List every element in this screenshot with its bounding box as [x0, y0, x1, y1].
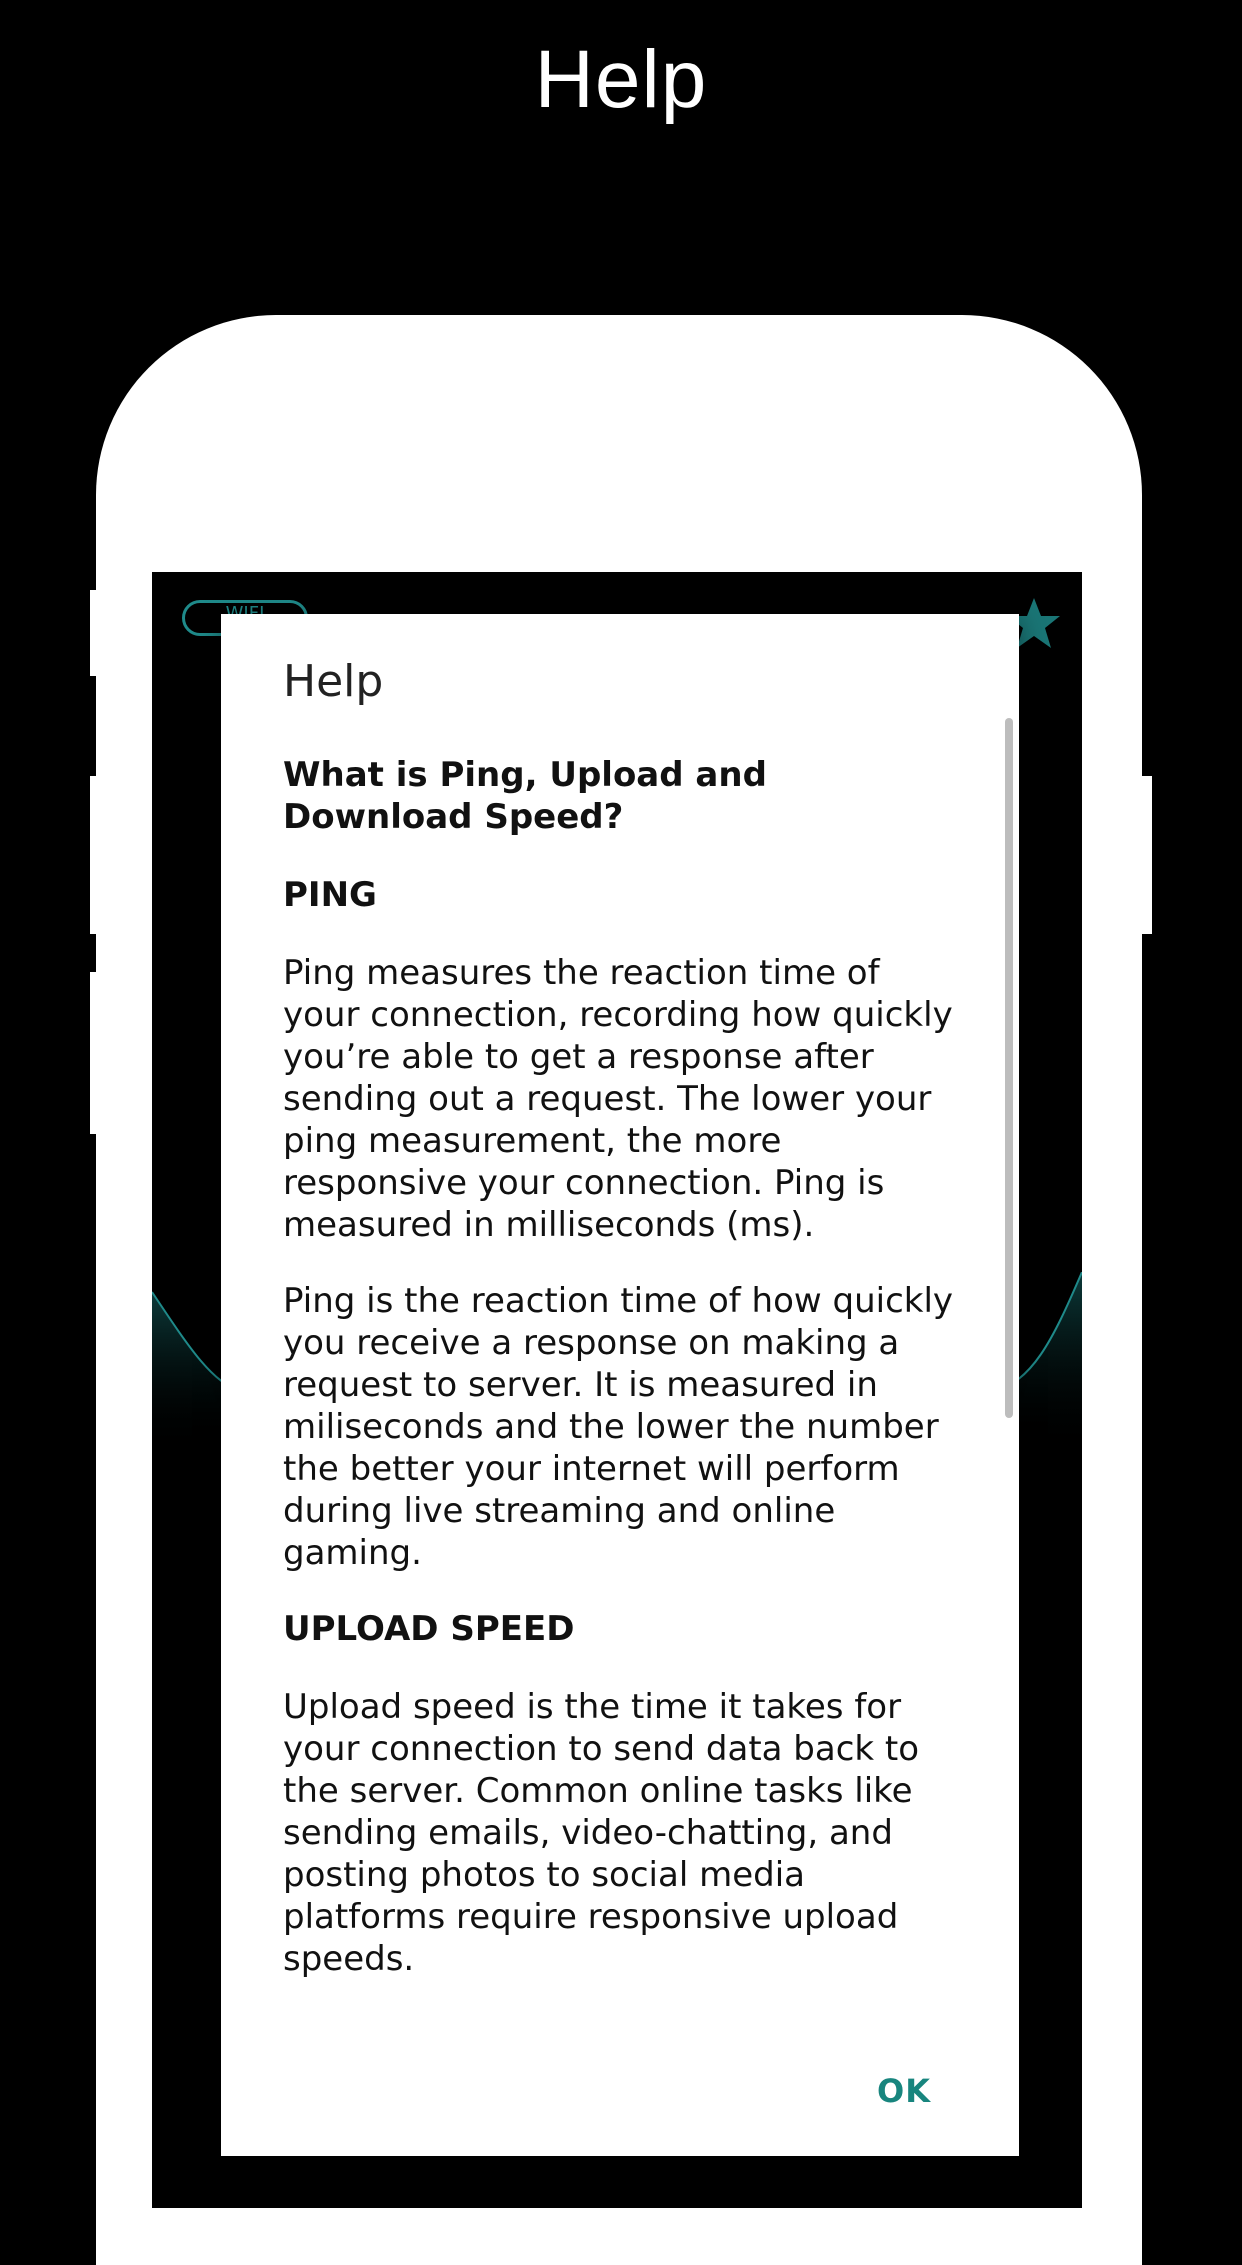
- question-heading: What is Ping, Upload and Download Speed?: [283, 755, 767, 837]
- ok-button[interactable]: OK: [877, 2072, 931, 2110]
- dialog-scrollbar[interactable]: [1005, 718, 1013, 1418]
- dialog-title: Help: [283, 656, 384, 707]
- ping-heading: PING: [283, 875, 377, 915]
- phone-side-button: [1142, 776, 1152, 934]
- upload-paragraph: Upload speed is the time it takes for your connection to send data back to the server. Common online tasks like sending emails, video-chatting, and posting photos to social media platforms require responsive upload speeds.: [283, 1687, 920, 1979]
- help-dialog: [221, 614, 1019, 2156]
- ping-paragraph: Ping is the reaction time of how quickly you receive a response on making a request to server. It is measured in miliseconds and the lower the number the better your internet will perform during live streaming and online gaming.: [283, 1281, 954, 1573]
- promo-title: Help: [534, 34, 708, 125]
- ping-paragraph: Ping measures the reaction time of your connection, recording how quickly you’re able to get a response after sending out a request. The lower your ping measurement, the more responsive your connection. Ping is measured in milliseconds (ms).: [283, 953, 953, 1245]
- upload-heading: UPLOAD SPEED: [283, 1609, 575, 1649]
- dialog-scroll-content[interactable]: [283, 754, 963, 2016]
